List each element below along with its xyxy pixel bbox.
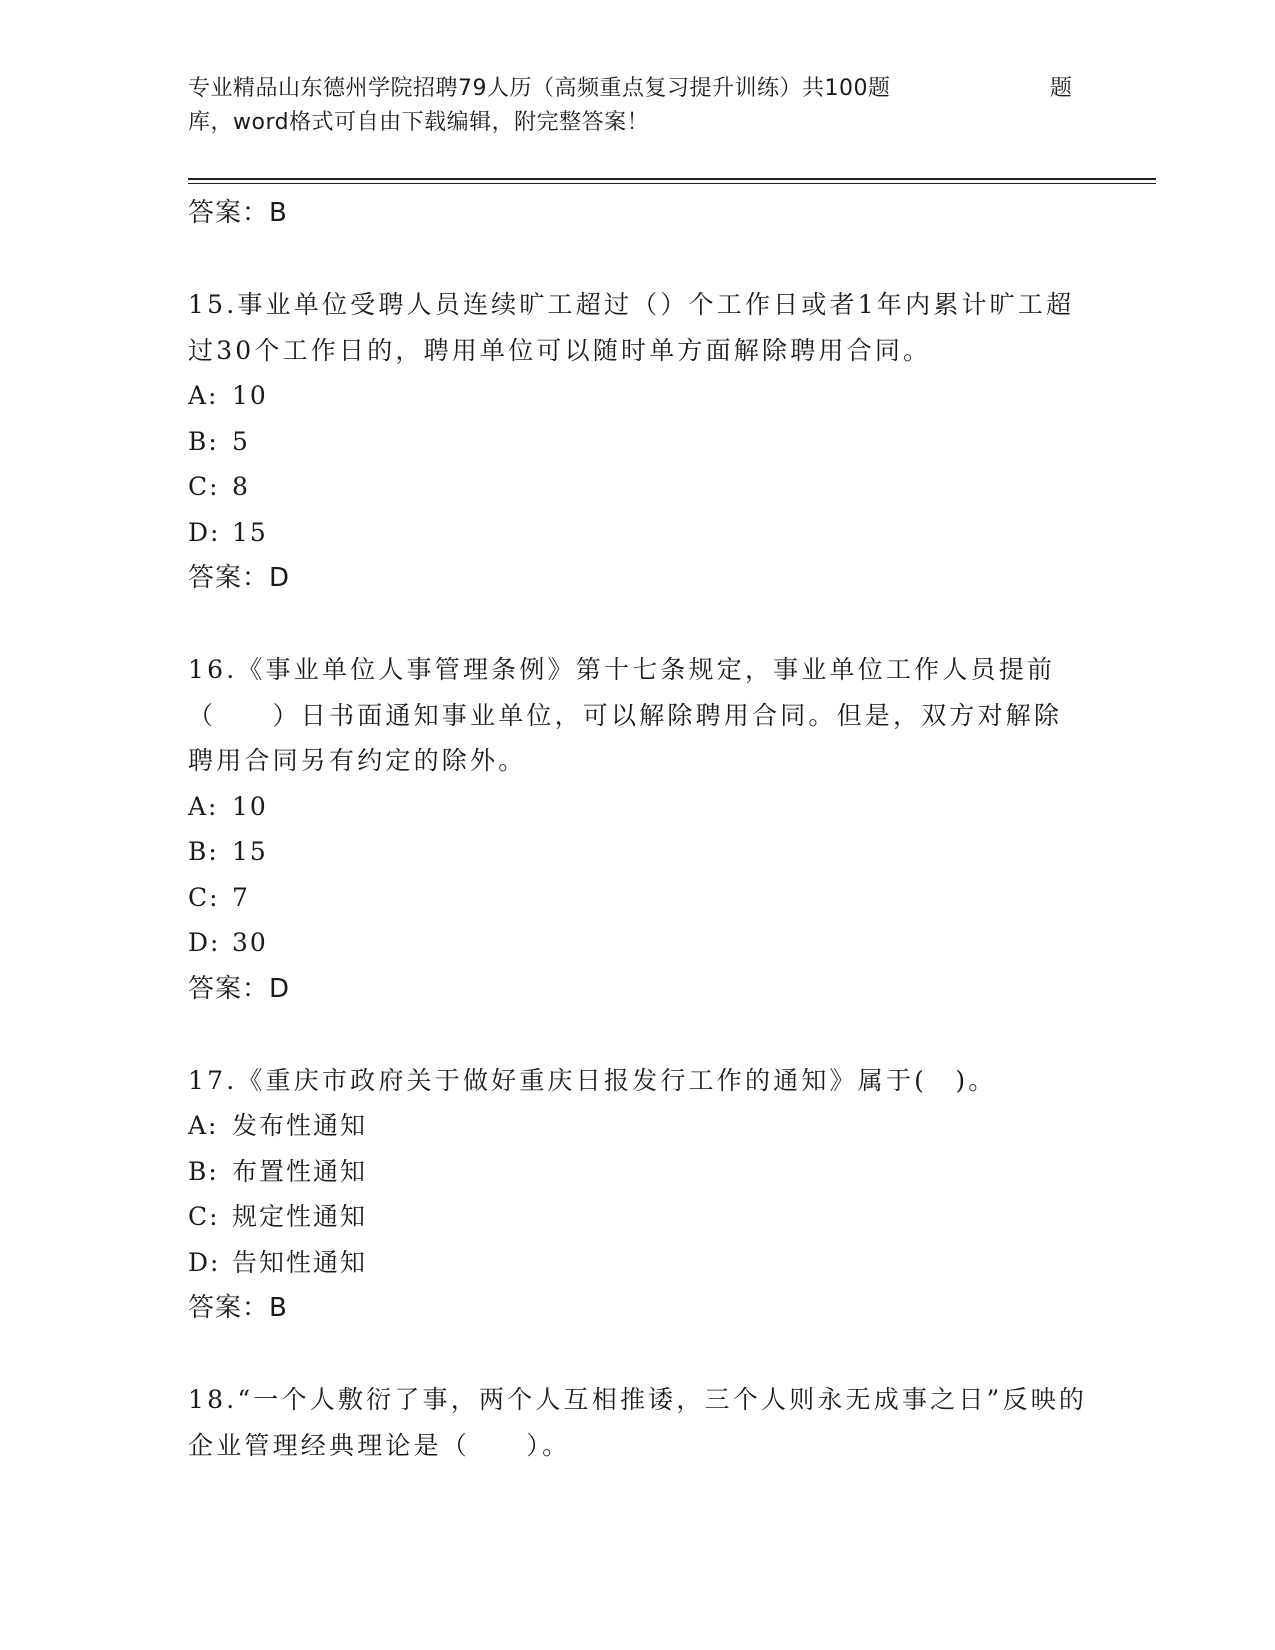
option-text: 告知性通知 [232,1247,368,1277]
option-text: 5 [232,426,250,456]
question-text: 16.《事业单位人事管理条例》第十七条规定，事业单位工作人员提前（ ）日书面通知事业单位，可以解除聘用合同。但是，双方对解除聘用合同另有约定的除外。 [188,655,1063,775]
header-divider-thick [188,178,1156,180]
option-text: 8 [232,472,250,501]
option-letter: C: [188,472,220,501]
option-item [188,464,1088,510]
option-letter: D: [188,928,221,957]
page-header [188,72,1073,140]
option-text: 10 [232,791,268,821]
option-letter: A: [188,1111,219,1140]
question-text: 17.《重庆市政府关于做好重庆日报发行工作的通知》属于( )。 [188,1065,997,1095]
option-item [188,510,1088,556]
question-block [188,1058,1088,1332]
option-item [188,373,1088,419]
answer-line: 答案：B [188,198,288,228]
option-text: 10 [232,381,268,410]
option-letter: B: [188,426,219,456]
option-item [188,920,1088,966]
question-text: 15.事业单位受聘人员连续旷工超过（）个工作日或者1年内累计旷工超过30个工作日的，聘用单位可以随时单方面解除聘用合同。 [188,290,1075,365]
option-item [188,875,1088,921]
spacer [188,601,1088,647]
option-letter: D: [188,1247,221,1277]
option-text: 15 [232,837,268,866]
option-item [188,1103,1088,1149]
option-letter: B: [188,837,219,866]
option-text: 7 [232,882,250,912]
question-text: 18.“一个人敷衍了事，两个人互相推诿，三个人则永无成事之日”反映的企业管理经典理论是（ ）。 [188,1385,1088,1460]
option-item [188,1194,1088,1240]
question-block [188,282,1088,601]
option-text: 布置性通知 [232,1156,368,1186]
option-letter: D: [188,517,221,547]
question-block [188,1377,1088,1468]
option-letter: B: [188,1156,219,1186]
option-text: 发布性通知 [232,1111,368,1140]
option-item [188,419,1088,465]
header-line-2: 库，word格式可自由下载编辑，附完整答案！ [188,110,650,135]
spacer [188,1331,1088,1377]
header-line-1 [188,72,1073,106]
question-block [188,647,1088,1012]
option-item [188,829,1088,875]
option-item [188,1240,1088,1286]
option-letter: C: [188,1202,220,1231]
option-text: 30 [232,928,268,957]
answer-line: 答案：D [188,973,291,1004]
option-text: 规定性通知 [232,1202,368,1231]
header-title-tail: 题 [1050,76,1073,101]
option-letter: C: [188,882,220,912]
answer-line: 答案：D [188,563,291,593]
option-item [188,784,1088,830]
spacer [188,236,1088,282]
answer-line: 答案：B [188,1293,288,1323]
spacer [188,1012,1088,1058]
option-item [188,1149,1088,1195]
header-title-text: 专业精品山东德州学院招聘79人历（高频重点复习提升训练）共100题 [188,76,891,101]
option-letter: A: [188,791,219,821]
option-letter: A: [188,381,219,410]
question-content [188,190,1088,1468]
option-text: 15 [232,517,268,547]
header-divider-thin [188,183,1156,184]
